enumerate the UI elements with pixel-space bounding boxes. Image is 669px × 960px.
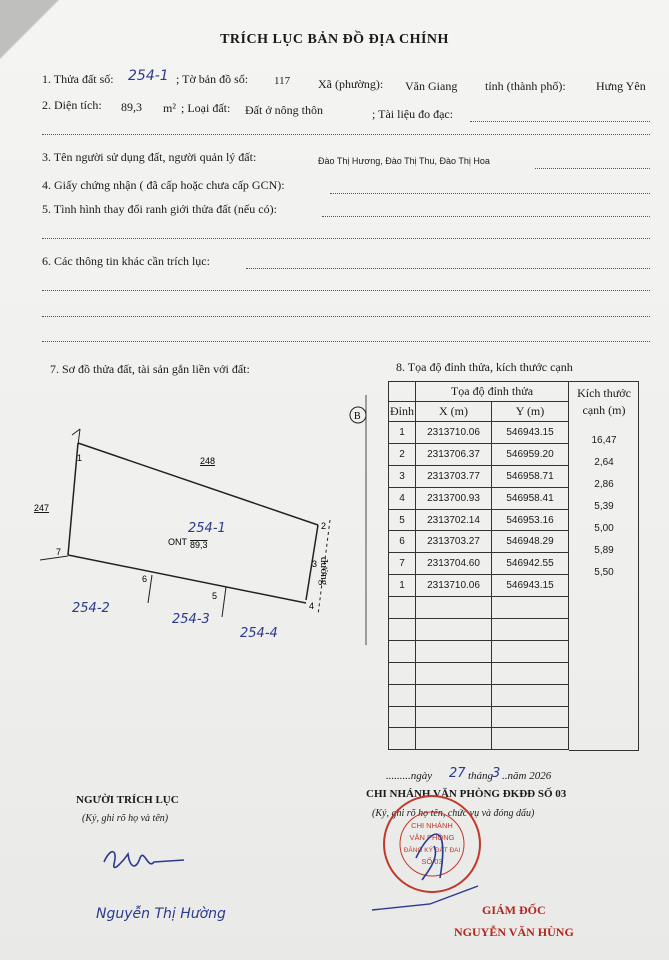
stamp-line-3: ĐĂNG KÝ ĐẤT ĐAI: [403, 847, 461, 854]
table-row: [389, 553, 569, 575]
neighbor-254-3: 254-3: [172, 612, 210, 627]
cell-y: 546943.15: [492, 422, 569, 444]
office-note: (Ký, ghi rõ họ tên, chức vụ và đóng dấu): [372, 808, 535, 819]
row3-dots: [535, 168, 650, 169]
cell-point: [389, 684, 416, 706]
cell-y: 546958.41: [492, 487, 569, 509]
coordinates-table: [388, 381, 569, 750]
row6-dots-a: [246, 268, 650, 269]
office-title: CHI NHÁNH VĂN PHÒNG ĐKĐĐ SỐ 03: [366, 788, 567, 800]
cell-x: [416, 662, 492, 684]
row6-dots-d: [42, 341, 650, 342]
edge-length-column: [569, 381, 639, 751]
parcel-handwritten-id: 254-1: [188, 521, 226, 536]
cell-point: 7: [389, 553, 416, 575]
cell-y: 546943.15: [492, 575, 569, 597]
neighbor-boundary-top: [72, 429, 80, 435]
cell-y: [492, 662, 569, 684]
cell-x: 2313710.06: [416, 422, 492, 444]
neighbor-254-4: 254-4: [240, 626, 278, 641]
edge-length-3: 2,86: [594, 479, 614, 490]
land-type-label: ; Loại đất:: [181, 101, 231, 115]
table-row: [389, 619, 569, 641]
row5-dots-b: [42, 238, 650, 239]
split-line-6: [148, 575, 152, 603]
director-name: NGUYỄN VĂN HÙNG: [454, 925, 574, 939]
certificate-label: 4. Giấy chứng nhận ( đã cấp hoặc chưa cấp GCN):: [42, 178, 285, 192]
area-value: 89,3: [121, 100, 142, 114]
parcel-edge-1-2: [78, 443, 318, 525]
cell-y: [492, 640, 569, 662]
north-label: B: [354, 411, 361, 422]
extractor-name: Nguyễn Thị Hường: [96, 906, 226, 922]
edge-length-7: 5,50: [594, 567, 614, 578]
cell-point: [389, 706, 416, 728]
parcel-sketch: [0, 385, 388, 675]
map-sheet-number: 117: [274, 75, 291, 87]
corner-cell: [389, 382, 416, 402]
cell-point: 6: [389, 531, 416, 553]
table-row: [389, 597, 569, 619]
table-row: [389, 684, 569, 706]
province-value: Hưng Yên: [596, 79, 646, 93]
cell-x: 2313710.06: [416, 575, 492, 597]
cell-x: [416, 619, 492, 641]
table-row: [389, 662, 569, 684]
boundary-change-label: 5. Tình hình thay đổi ranh giới thửa đất (nếu có):: [42, 202, 277, 216]
cell-x: [416, 640, 492, 662]
cell-y: [492, 706, 569, 728]
owner-names: Đào Thị Hương, Đào Thị Thu, Đào Thị Hoa: [318, 156, 490, 166]
cell-point: [389, 597, 416, 619]
neighbor-left-label: 247: [34, 503, 50, 513]
cell-y: [492, 597, 569, 619]
table-row: [389, 706, 569, 728]
edge-length-header: Kích thước cạnh (m): [577, 386, 631, 417]
cell-point: [389, 640, 416, 662]
cell-y: 546958.71: [492, 465, 569, 487]
commune-label: Xã (phường):: [318, 77, 384, 91]
extractor-signature: [96, 840, 196, 880]
cell-x: 2313702.14: [416, 509, 492, 531]
date-month: 3: [492, 766, 501, 781]
vertex-label-4: 4: [309, 601, 315, 611]
cell-point: 5: [389, 509, 416, 531]
cell-y: [492, 619, 569, 641]
area-unit: m²: [163, 101, 176, 115]
row6-dots-c: [42, 316, 650, 317]
vertex-label-1: 1: [77, 453, 83, 463]
cell-x: 2313703.77: [416, 465, 492, 487]
cell-point: 2: [389, 443, 416, 465]
cell-y: [492, 684, 569, 706]
vertex-label-2: 2: [321, 521, 327, 531]
vertex-label-6: 6: [142, 574, 148, 584]
edge-length-4: 5,39: [594, 501, 614, 512]
cell-x: 2313704.60: [416, 553, 492, 575]
table-row: [389, 422, 569, 444]
table-row: [389, 443, 569, 465]
survey-doc-label: ; Tài liệu đo đạc:: [372, 107, 454, 121]
cell-x: [416, 728, 492, 750]
coords-group-header: Tọa độ đỉnh thửa: [416, 382, 569, 402]
parcel-number: 254-1: [128, 68, 169, 84]
cell-x: [416, 597, 492, 619]
cell-y: 546942.55: [492, 553, 569, 575]
split-line-5: [222, 587, 226, 617]
col-y-header: Y (m): [492, 402, 569, 422]
province-label: tỉnh (thành phố):: [485, 79, 566, 93]
area-label: 2. Diện tích:: [42, 98, 102, 112]
table-row: [389, 487, 569, 509]
table-row: [389, 465, 569, 487]
stamp-line-1: CHI NHÁNH: [411, 821, 453, 830]
cell-x: 2313700.93: [416, 487, 492, 509]
table-row: [389, 575, 569, 597]
cell-x: [416, 684, 492, 706]
cell-point: 1: [389, 575, 416, 597]
map-sheet-label: ; Tờ bản đồ số:: [176, 72, 249, 86]
stamp-line-2: VĂN PHÒNG: [409, 833, 455, 842]
extractor-title: NGƯỜI TRÍCH LỤC: [76, 794, 179, 806]
row5-dots-a: [322, 216, 650, 217]
vertex-label-3: 3: [312, 559, 318, 569]
neighbor-254-2: 254-2: [72, 601, 110, 616]
extractor-note: (Ký, ghi rõ họ và tên): [82, 813, 169, 824]
date-prefix: .........ngày: [386, 770, 433, 782]
cell-point: [389, 728, 416, 750]
other-info-label: 6. Các thông tin khác cần trích lục:: [42, 254, 210, 268]
cell-x: 2313706.37: [416, 443, 492, 465]
cell-point: [389, 619, 416, 641]
date-year: ..năm 2026: [502, 770, 552, 782]
vertex-label-5: 5: [212, 591, 218, 601]
edge-length-2: 2,64: [594, 457, 614, 468]
cell-y: 546948.29: [492, 531, 569, 553]
table-row: [389, 640, 569, 662]
date-day: 27: [449, 766, 466, 781]
date-month-label: tháng: [468, 770, 494, 782]
row4-dots: [330, 193, 650, 194]
row6-dots-b: [42, 290, 650, 291]
col-x-header: X (m): [416, 402, 492, 422]
parcel-land-type: ONT: [168, 537, 187, 547]
edge-length-6: 5,89: [594, 545, 614, 556]
neighbor-boundary-left: [40, 556, 68, 560]
cell-point: 3: [389, 465, 416, 487]
parcel-area: 89,3: [190, 540, 208, 550]
edge-length-5: 5,00: [594, 523, 614, 534]
row2-dots: [42, 134, 650, 135]
cell-x: [416, 706, 492, 728]
parcel-edge-4-7: [68, 555, 306, 603]
stamp-line-4: SỐ 03: [421, 857, 443, 866]
edge-length-1: 16,47: [591, 435, 617, 446]
cell-y: [492, 728, 569, 750]
road-label: đường: [318, 557, 330, 586]
coords-heading: 8. Tọa độ đỉnh thửa, kích thước cạnh: [396, 360, 573, 374]
cell-point: 4: [389, 487, 416, 509]
sketch-heading: 7. Sơ đồ thửa đất, tài sản gắn liền với đất:: [50, 362, 250, 376]
commune-value: Văn Giang: [405, 79, 458, 93]
land-type-value: Đất ở nông thôn: [245, 103, 324, 117]
owner-label: 3. Tên người sử dụng đất, người quản lý đất:: [42, 150, 257, 164]
vertex-label-7: 7: [56, 547, 62, 557]
col-point-header: Đỉnh: [389, 402, 416, 422]
cell-y: 546953.16: [492, 509, 569, 531]
director-role: GIÁM ĐỐC: [482, 903, 546, 917]
cell-y: 546959.20: [492, 443, 569, 465]
parcel-number-label: 1. Thửa đất số:: [42, 72, 114, 86]
coordinates-body: [389, 422, 569, 750]
table-row: [389, 728, 569, 750]
cell-point: [389, 662, 416, 684]
neighbor-top-label: 248: [200, 456, 216, 466]
table-row: [389, 531, 569, 553]
document-title: TRÍCH LỤC BẢN ĐỒ ĐỊA CHÍNH: [220, 32, 449, 47]
cell-point: 1: [389, 422, 416, 444]
survey-doc-dots: [470, 121, 650, 122]
table-row: [389, 509, 569, 531]
director-signature-stroke: [370, 880, 480, 920]
cell-x: 2313703.27: [416, 531, 492, 553]
